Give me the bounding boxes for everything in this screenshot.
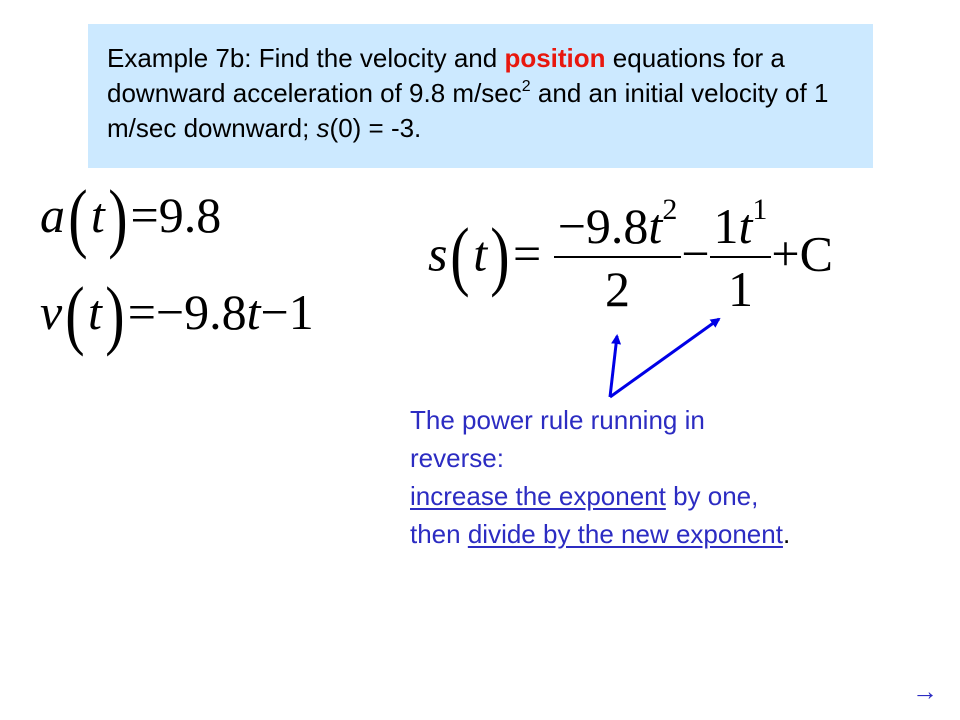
fraction-2-denominator: 1 (727, 261, 753, 317)
accel-func: a (40, 187, 65, 243)
position-highlight: position (504, 43, 606, 73)
problem-text-3: and an initial velocity of 1 m/sec downward; (107, 78, 829, 143)
note-line-1: The power rule running in (410, 405, 705, 435)
vel-rhs-pre: =−9.8 (127, 284, 247, 340)
accel-rhs: =9.8 (130, 187, 222, 243)
pos-func: s (428, 225, 448, 282)
position-equation: s(t)= $\frac{-9.8t^2}{2}$ − $\frac{1t^1}{1}$ +C (428, 193, 833, 317)
vel-func: v (40, 284, 63, 340)
fraction-1-numerator: $-9.8t^2$ (554, 200, 682, 258)
vel-rhs-var: t (246, 284, 261, 340)
problem-text-1: Example 7b: Find the velocity and (107, 43, 505, 73)
divide-exponent-link[interactable]: divide by the new exponent (467, 519, 783, 549)
problem-text-4: (0) = -3. (329, 113, 422, 143)
velocity-equation: v(t)=−9.8t−1 (40, 270, 314, 357)
power-rule-note (410, 401, 790, 553)
arrow-to-exponent-2 (610, 336, 617, 397)
note-line-3 (410, 477, 790, 515)
problem-text-2: equations for a downward acceleration of 9.8 m/sec (107, 43, 785, 108)
vel-rhs-post: −1 (260, 284, 314, 340)
pos-minus: − (681, 225, 710, 282)
next-slide-arrow-icon[interactable]: → (912, 676, 938, 706)
accel-var: t (90, 187, 105, 243)
acceleration-equation: a(t)=9.8 (40, 173, 222, 260)
vel-var: t (88, 284, 102, 340)
note-line-2: reverse: (410, 443, 504, 473)
pos-equals: = (513, 225, 542, 282)
increase-exponent-link[interactable]: increase the exponent (410, 481, 666, 511)
note-mid: by one, (665, 481, 759, 511)
pos-plus-c: +C (771, 225, 833, 282)
exponent-2: 2 (521, 78, 531, 95)
arrow-to-exponent-1 (610, 319, 719, 397)
s-variable: s (316, 113, 330, 143)
note-line-4: then divide by the new exponent. (410, 519, 791, 549)
fraction-2-numerator: $1t^1$ (710, 200, 772, 258)
pos-var: t (473, 225, 488, 282)
fraction-1-denominator: 2 (605, 261, 630, 317)
